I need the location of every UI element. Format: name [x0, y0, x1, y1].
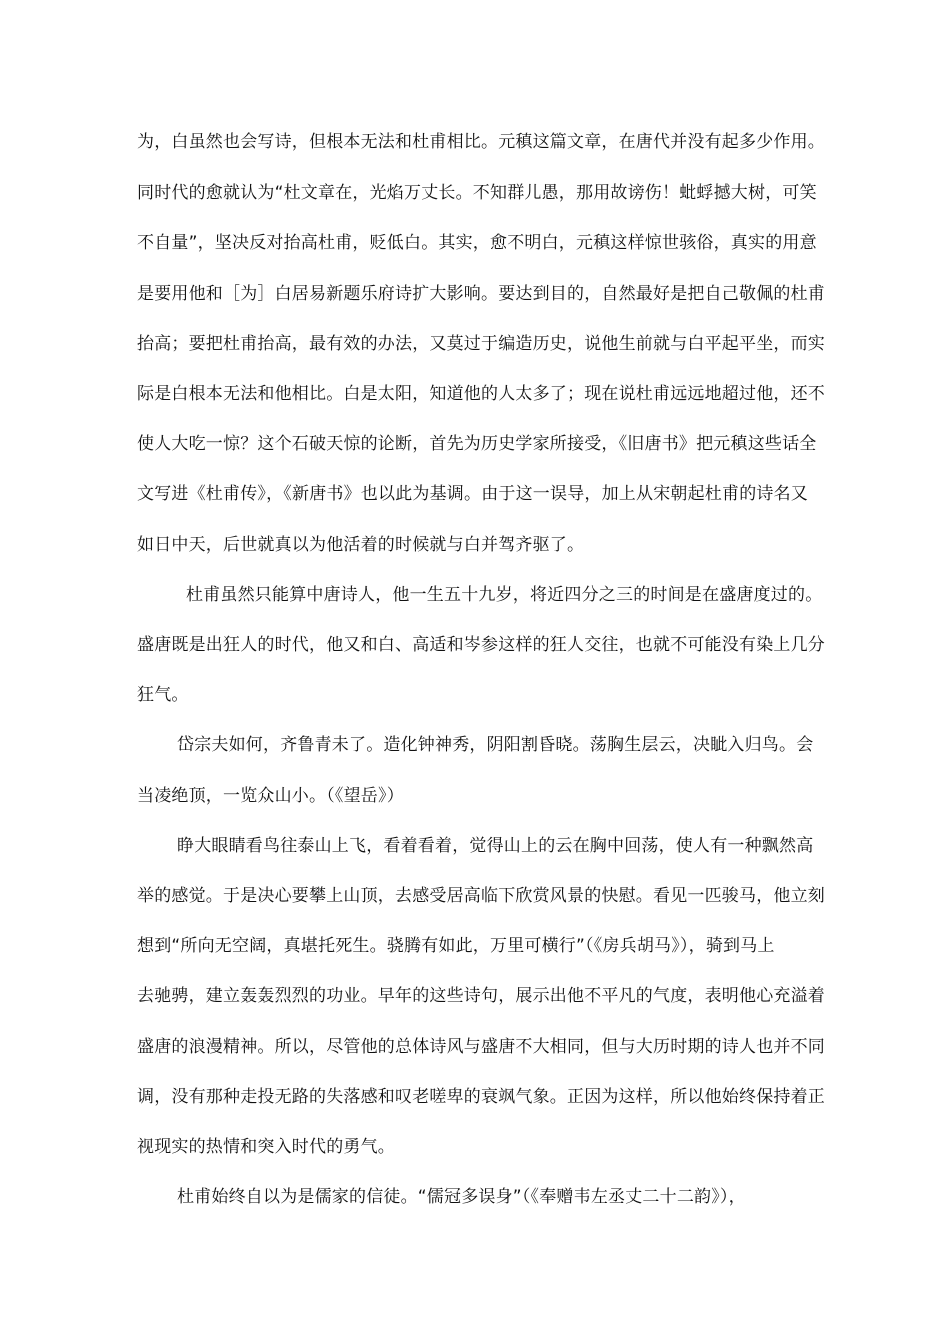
text-line: 是要用他和［为］白居易新题乐府诗扩大影响。要达到目的，自然最好是把自己敬佩的杜甫 — [137, 284, 825, 304]
paragraph-first-line: 睁大眼睛看鸟往泰山上飞，看着看着，觉得山上的云在胸中回荡，使人有一种飘然高 — [177, 836, 814, 856]
text-line: 际是白根本无法和他相比。白是太阳，知道他的人太多了；现在说杜甫远远地超过他，还不 — [137, 384, 825, 404]
text-line: 想到“所向无空阔，真堪托死生。骁腾有如此，万里可横行”（《房兵胡马》），骑到马上 — [137, 936, 775, 956]
text-line: 文写进《杜甫传》，《新唐书》也以此为基调。由于这一误导，加上从宋朝起杜甫的诗名又 — [137, 484, 808, 504]
text-line: 使人大吃一惊？这个石破天惊的论断，首先为历史学家所接受，《旧唐书》把元稹这些话全 — [137, 434, 817, 454]
text-line: 去驰骋，建立轰轰烈烈的功业。早年的这些诗句，展示出他不平凡的气度，表明他心充溢着 — [137, 986, 825, 1006]
poem-line: 岱宗夫如何，齐鲁青未了。造化钟神秀，阴阳割昏晓。荡胸生层云，决眦入归鸟。会 — [177, 735, 814, 755]
text-line: 为，白虽然也会写诗，但根本无法和杜甫相比。元稹这篇文章，在唐代并没有起多少作用。 — [137, 132, 825, 152]
paragraph-first-line: 杜甫虽然只能算中唐诗人，他一生五十九岁，将近四分之三的时间是在盛唐度过的。 — [186, 585, 823, 605]
paragraph-first-line: 杜甫始终自以为是儒家的信徒。“儒冠多误身”（《奉赠韦左丞丈二十二韵》）， — [177, 1187, 746, 1207]
text-line: 盛唐既是出狂人的时代，他又和白、高适和岑参这样的狂人交往，也就不可能没有染上几分 — [137, 635, 825, 655]
text-line: 盛唐的浪漫精神。所以，尽管他的总体诗风与盛唐不大相同，但与大历时期的诗人也并不同 — [137, 1037, 825, 1057]
text-line: 举的感觉。于是决心要攀上山顶，去感受居高临下欣赏风景的快慰。看见一匹骏马，他立刻 — [137, 886, 825, 906]
text-line: 不自量”，坚决反对抬高杜甫，贬低白。其实，愈不明白，元稹这样惊世骇俗，真实的用意 — [137, 233, 817, 253]
text-line: 视现实的热情和突入时代的勇气。 — [137, 1137, 395, 1157]
text-line: 狂气。 — [137, 685, 189, 705]
text-line: 抬高；要把杜甫抬高，最有效的办法，又莫过于编造历史，说他生前就与白平起平坐，而实 — [137, 334, 825, 354]
poem-line: 当凌绝顶，一览众山小。（《望岳》） — [137, 786, 404, 806]
text-line: 调，没有那种走投无路的失落感和叹老嗟卑的衰飒气象。正因为这样，所以他始终保持着正 — [137, 1087, 825, 1107]
text-line: 同时代的愈就认为“杜文章在，光焰万丈长。不知群儿愚，那用故谤伤！蚍蜉撼大树，可笑 — [137, 183, 817, 203]
text-line: 如日中天，后世就真以为他活着的时候就与白并驾齐驱了。 — [137, 535, 585, 555]
